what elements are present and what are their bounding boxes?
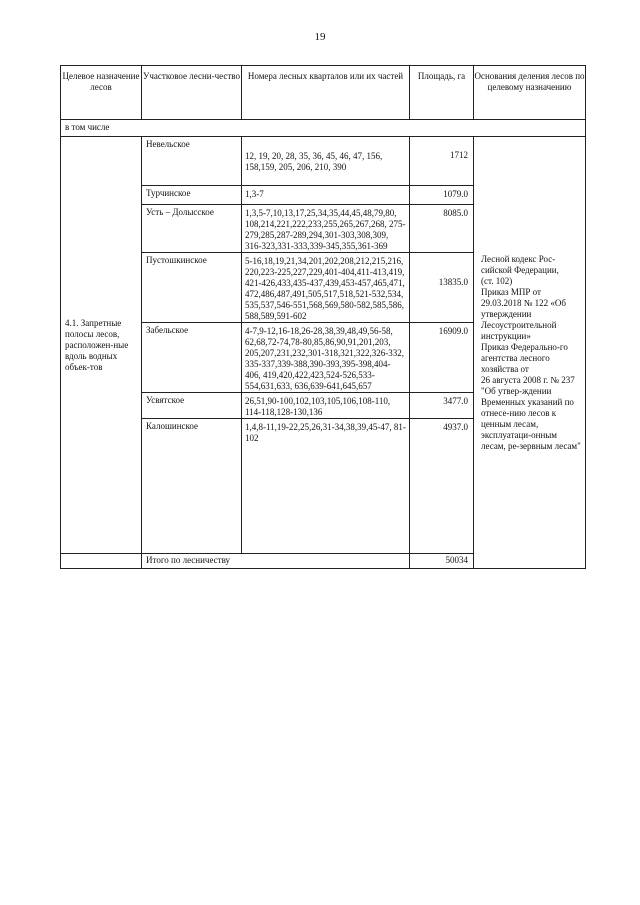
- header-purpose: Целевое назначение лесов: [61, 66, 142, 120]
- header-quarters: Номера лесных кварталов или их частей: [242, 66, 410, 120]
- area-value: 13835.0: [410, 253, 474, 323]
- quarter-list: 12, 19, 20, 28, 35, 36, 45, 46, 47, 156, 158,159, 205, 206, 210, 390: [242, 137, 410, 186]
- page-number: 19: [314, 31, 326, 43]
- quarter-list: 5-16,18,19,21,34,201,202,208,212,215,216, 220,223-225,227,229,401-404,411-413,419, 421-426,433,435-437,439,453-457,465,471, 472,486,487,491,505,517,518,521-532,534, 535,537,546-551,568,569,580-582,585,586, 588,589,591-602: [242, 253, 410, 323]
- header-forestry: Участковое лесни-чество: [142, 66, 242, 120]
- subheader-cell: в том числе: [61, 120, 586, 137]
- forestry-name: Усть – Долысское: [142, 205, 242, 253]
- forestry-name: Забельское: [142, 323, 242, 393]
- quarter-list: 1,4,8-11,19-22,25,26,31-34,38,39,45-47, 81-102: [242, 419, 410, 554]
- area-value: 3477.0: [410, 393, 474, 419]
- basis-cell: Лесной кодекс Рос-сийской Федерации, (ст. 102) Приказ МПР от 29.03.2018 № 122 «Об утверждении Лесоустроительной инструкции» Приказ Федерально-го агентства лесного хозяйства от 26 августа 2008 г. № 237 "Об утвер-ждении Временных указаний по отнесе-нию лесов к ценным лесам, эксплуатаци-онным лесам, ре-зервным лесам": [474, 137, 586, 569]
- header-area: Площадь, га: [410, 66, 474, 120]
- table-row: [61, 137, 586, 186]
- total-area: 50034: [410, 554, 474, 569]
- forestry-name: Усвятское: [142, 393, 242, 419]
- subheader-row: [61, 120, 586, 137]
- quarter-list: 1,3,5-7,10,13,17,25,34,35,44,45,48,79,80, 108,214,221,222,233,255,265,267,268, 275-279,285,287-289,294,301-303,308,309, 316-323,331-333,339-345,355,361-369: [242, 205, 410, 253]
- quarter-list: 26,51,90-100,102,103,105,106,108-110, 114-118,128-130,136: [242, 393, 410, 419]
- forestry-name: Калошинское: [142, 419, 242, 554]
- quarter-list: 4-7,9-12,16-18,26-28,38,39,48,49,56-58, 62,68,72-74,78-80,85,86,90,91,201,203, 205,207,231,232,301-318,321,322,326-332, 335-337,339-388,390-393,395-398,404-406, 419,420,422,423,524-526,533-554,631,633, 636,639-641,645,657: [242, 323, 410, 393]
- forestry-name: Турчинское: [142, 186, 242, 205]
- forestry-name: Пустошкинское: [142, 253, 242, 323]
- area-value: 8085.0: [410, 205, 474, 253]
- area-value: 4937.0: [410, 419, 474, 554]
- quarter-list: 1,3-7: [242, 186, 410, 205]
- area-value: 16909.0: [410, 323, 474, 393]
- forest-purpose-table: [60, 65, 586, 569]
- area-value: 1079.0: [410, 186, 474, 205]
- total-label: Итого по лесничеству: [142, 554, 410, 569]
- header-basis: Основания деления лесов по целевому назначению: [474, 66, 586, 120]
- total-spacer: [61, 554, 142, 569]
- header-row: [61, 66, 586, 120]
- area-value: 1712: [410, 137, 474, 186]
- forestry-name: Невельское: [142, 137, 242, 186]
- category-cell: 4.1. Запретные полосы лесов, расположен-ные вдоль водных объек-тов: [61, 137, 142, 554]
